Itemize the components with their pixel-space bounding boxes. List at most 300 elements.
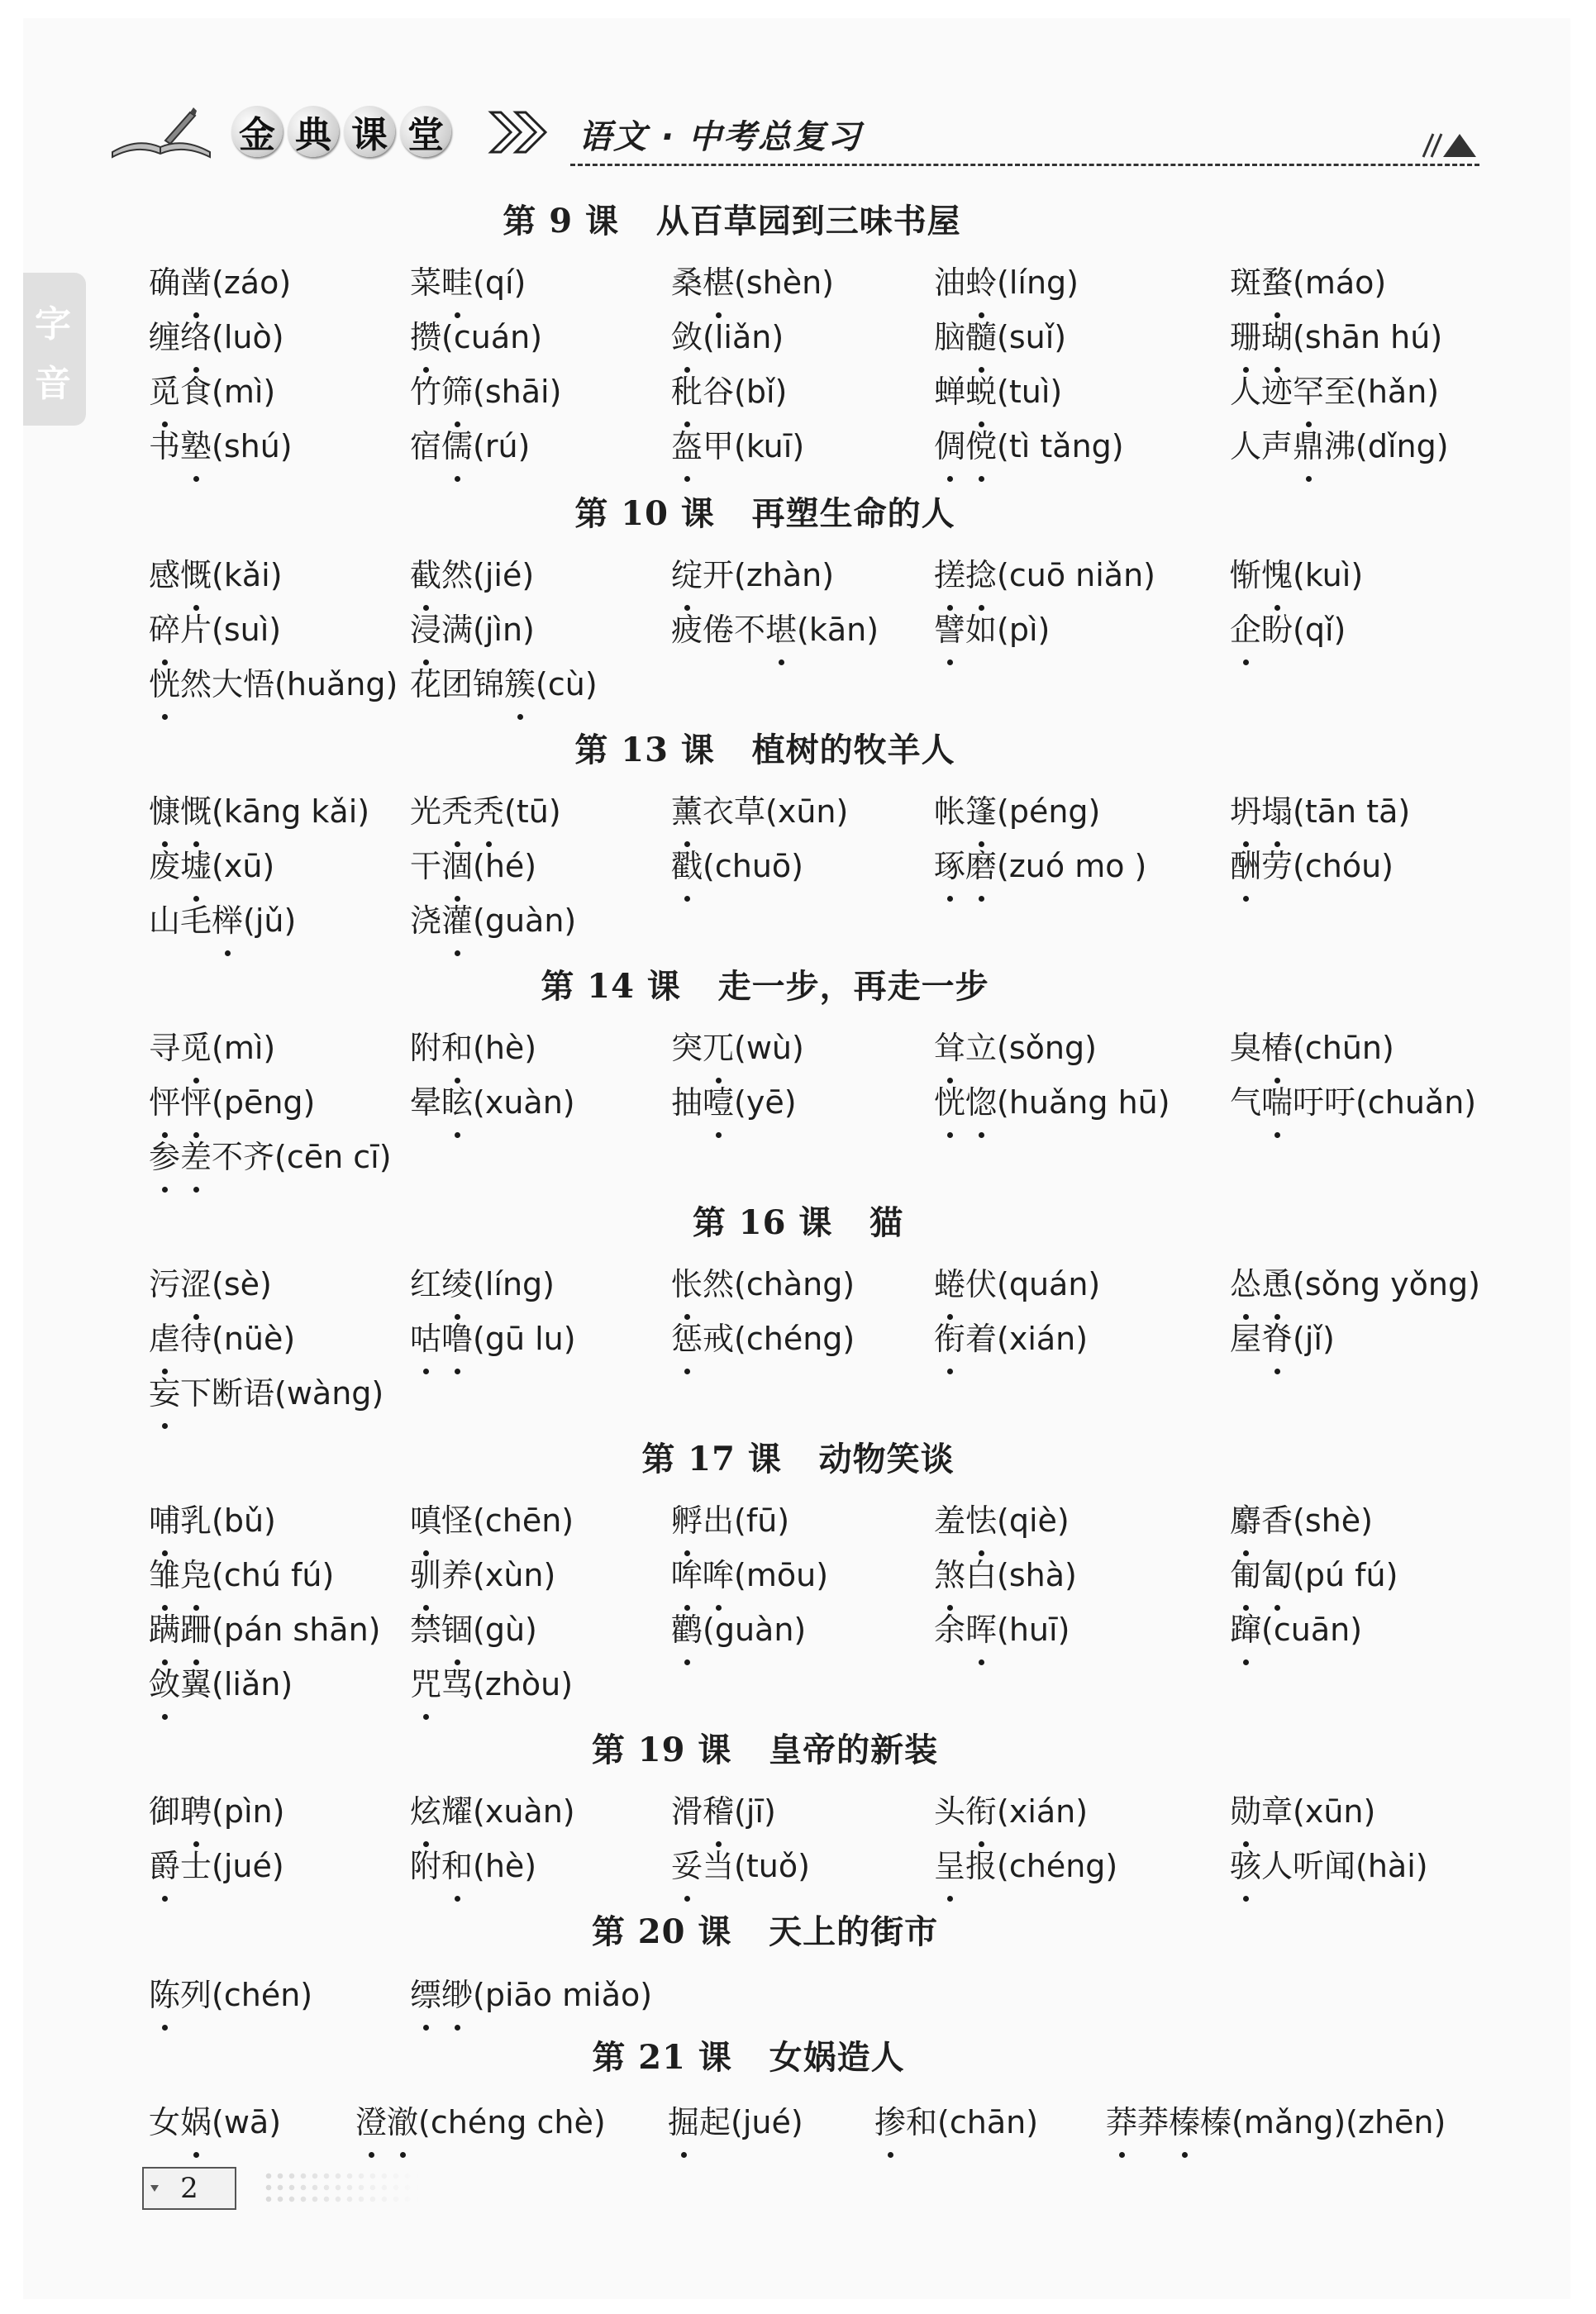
vocab-word: 嗔怪	[410, 1502, 474, 1539]
lesson-title	[0, 195, 1530, 242]
vocab-item	[671, 1314, 855, 1364]
vocab-item	[1230, 1314, 1335, 1364]
vocab-item	[410, 841, 536, 891]
brand-logo	[231, 106, 451, 157]
vocab-item	[1230, 1023, 1394, 1073]
vocab-row	[0, 896, 1596, 945]
vocab-row	[0, 258, 1596, 307]
vocab-word: 蹿	[1230, 1612, 1262, 1648]
vocab-pinyin: (shú)	[212, 428, 293, 464]
dot-pattern-decoration	[263, 2170, 420, 2207]
vocab-item	[410, 1970, 652, 2020]
vocab-pinyin: (gū lu)	[473, 1321, 576, 1357]
vocab-word: 蝉蜕	[934, 374, 998, 410]
vocab-word: 余晖	[934, 1612, 998, 1648]
vocab-pinyin: (tū)	[504, 793, 561, 830]
vocab-word: 羞怯	[934, 1502, 998, 1539]
vocab-word: 污涩	[149, 1266, 212, 1302]
vocab-item	[934, 312, 1066, 362]
lesson-number: 第 16 课	[692, 1203, 833, 1242]
vocab-pinyin: (wù)	[734, 1030, 804, 1066]
emphasis-dot	[193, 2152, 199, 2158]
lesson-number: 第 17 课	[641, 1440, 782, 1478]
emphasis-dot	[1243, 1896, 1249, 1902]
vocab-item	[410, 1605, 537, 1655]
vocab-pinyin: (kuì)	[1293, 557, 1364, 593]
vocab-pinyin: (jìn)	[473, 612, 535, 648]
vocab-word: 敛	[671, 319, 703, 355]
vocab-item	[149, 2097, 281, 2147]
vocab-item	[934, 421, 1124, 471]
brand-char: 课	[344, 106, 395, 157]
vocab-item	[934, 841, 1146, 891]
vocab-word: 譬如	[934, 612, 998, 648]
vocab-word: 缠络	[149, 319, 212, 355]
vocab-row	[0, 1259, 1596, 1309]
lesson-name: 从百草园到三味书屋	[655, 202, 961, 240]
vocab-item	[934, 1550, 1077, 1600]
vocab-word: 竹筛	[410, 374, 474, 410]
vocab-word: 桑椹	[671, 264, 735, 301]
vocab-item	[671, 605, 879, 655]
lesson-name: 皇帝的新装	[769, 1731, 939, 1769]
vocab-item	[874, 2097, 1038, 2147]
lesson-name: 猫	[869, 1204, 904, 1242]
vocab-pinyin: (qiè)	[997, 1502, 1070, 1539]
vocab-row	[0, 1550, 1596, 1600]
vocab-word: 蜷伏	[934, 1266, 998, 1302]
vocab-word: 抽噎	[671, 1084, 735, 1121]
vocab-word: 光秃秃	[410, 793, 505, 830]
vocab-pinyin: (jié)	[473, 557, 535, 593]
vocab-item	[410, 605, 535, 655]
vocab-item	[149, 1369, 384, 1418]
vocab-item	[1230, 258, 1386, 307]
vocab-word: 咒骂	[410, 1666, 474, 1702]
vocab-word: 觅食	[149, 374, 212, 410]
vocab-item	[149, 1259, 272, 1309]
lesson-title	[0, 488, 1563, 535]
vocab-pinyin: (shè)	[1293, 1502, 1373, 1539]
title-spacer	[619, 202, 656, 240]
vocab-pinyin: (bǐ)	[734, 374, 788, 410]
triangle-icon	[150, 2185, 159, 2192]
header-dashed-rule	[570, 164, 1479, 166]
vocab-item	[410, 1659, 573, 1709]
vocab-row	[0, 1841, 1596, 1891]
vocab-item	[1230, 841, 1394, 891]
lesson-name: 再塑生命的人	[751, 495, 955, 533]
vocab-item	[149, 258, 291, 307]
lesson-name: 天上的街市	[769, 1913, 939, 1951]
vocab-item	[149, 312, 284, 362]
vocab-word: 红绫	[410, 1266, 474, 1302]
vocab-pinyin: (huī)	[997, 1612, 1070, 1648]
vocab-word: 脑髓	[934, 319, 998, 355]
vocab-word: 坍塌	[1230, 793, 1293, 830]
vocab-item	[410, 1078, 575, 1127]
vocab-item	[149, 605, 281, 655]
vocab-item	[1230, 1259, 1480, 1309]
emphasis-dot	[684, 476, 690, 482]
vocab-pinyin: (shà)	[997, 1557, 1077, 1593]
vocab-pinyin: (qí)	[473, 264, 526, 301]
lesson-title	[0, 1433, 1596, 1480]
vocab-item	[410, 1259, 555, 1309]
emphasis-dot	[455, 2025, 460, 2031]
vocab-item	[149, 1605, 381, 1655]
vocab-word: 帐篷	[934, 793, 998, 830]
emphasis-dot	[947, 476, 953, 482]
emphasis-dot	[162, 2025, 168, 2031]
vocab-pinyin: (tuì)	[997, 374, 1063, 410]
vocab-pinyin: (xū)	[212, 848, 275, 884]
vocab-item	[410, 258, 526, 307]
page-header	[107, 98, 1479, 172]
vocab-item	[149, 1314, 295, 1364]
vocab-item	[149, 1787, 284, 1836]
vocab-pinyin: (kāng kǎi)	[212, 793, 370, 830]
vocab-pinyin: (piāo miǎo)	[473, 1977, 653, 2013]
title-spacer	[732, 2039, 769, 2077]
vocab-word: 掘起	[668, 2104, 731, 2140]
vocab-item	[671, 1259, 855, 1309]
vocab-item	[671, 1841, 810, 1891]
vocab-pinyin: (jué)	[731, 2104, 803, 2140]
vocab-word: 蹒跚	[149, 1612, 212, 1648]
vocab-pinyin: (cēn cī)	[274, 1139, 392, 1175]
emphasis-dot	[1306, 476, 1312, 482]
vocab-pinyin: (chàng)	[734, 1266, 855, 1302]
vocab-item	[410, 1787, 575, 1836]
emphasis-dot	[369, 2152, 374, 2158]
vocab-word: 宿儒	[410, 428, 474, 464]
vocab-pinyin: (mǎng)(zhēn)	[1232, 2104, 1446, 2140]
vocab-word: 匍匐	[1230, 1557, 1293, 1593]
vocab-word: 哺乳	[149, 1502, 212, 1539]
vocab-item	[934, 1078, 1170, 1127]
title-spacer	[715, 731, 752, 769]
vocab-item	[1230, 1496, 1373, 1545]
vocab-item	[934, 367, 1062, 417]
title-spacer	[681, 968, 718, 1006]
vocab-word: 敛翼	[149, 1666, 212, 1702]
vocab-pinyin: (hè)	[473, 1030, 537, 1066]
vocab-item	[149, 1970, 312, 2020]
vocab-pinyin: (jī)	[734, 1793, 776, 1830]
vocab-item	[1230, 1605, 1362, 1655]
vocab-item	[410, 367, 561, 417]
vocab-item	[671, 550, 834, 600]
vocab-row	[0, 367, 1596, 417]
vocab-word: 缥缈	[410, 1977, 474, 2013]
vocab-pinyin: (pēng)	[212, 1084, 316, 1121]
lesson-title	[0, 724, 1563, 771]
vocab-pinyin: (chéng chè)	[418, 2104, 606, 2140]
vocab-pinyin: (luò)	[212, 319, 284, 355]
emphasis-dot	[162, 1896, 168, 1902]
vocab-pinyin: (líng)	[473, 1266, 555, 1302]
vocab-row	[0, 659, 1596, 709]
vocab-item	[671, 258, 834, 307]
vocab-pinyin: (rú)	[473, 428, 531, 464]
title-spacer	[731, 1913, 769, 1951]
vocab-pinyin: (pán shān)	[212, 1612, 381, 1648]
vocab-pinyin: (hài)	[1355, 1848, 1428, 1884]
vocab-word: 爵士	[149, 1848, 212, 1884]
vocab-item	[410, 1550, 555, 1600]
lesson-name: 走一步，再走一步	[717, 968, 989, 1006]
vocab-word: 花团锦簇	[410, 666, 536, 702]
vocab-item	[149, 659, 398, 709]
vocab-item	[671, 1023, 804, 1073]
vocab-item	[1230, 1787, 1375, 1836]
vocab-word: 附和	[410, 1848, 474, 1884]
vocab-word: 斑蝥	[1230, 264, 1293, 301]
vocab-pinyin: (guàn)	[473, 902, 577, 939]
vocab-item	[934, 1841, 1117, 1891]
open-book-pencil-icon	[107, 104, 215, 162]
vocab-item	[149, 1132, 392, 1182]
vocab-item	[671, 312, 784, 362]
vocab-word: 妄下断语	[149, 1375, 275, 1412]
vocab-item	[934, 1314, 1088, 1364]
emphasis-dot	[225, 950, 231, 956]
vocab-item	[671, 787, 848, 836]
vocab-word: 疲倦不堪	[671, 612, 798, 648]
vocab-item	[934, 1496, 1070, 1545]
vocab-pinyin: (suì)	[212, 612, 282, 648]
vocab-word: 搓捻	[934, 557, 998, 593]
vocab-pinyin: (chēn)	[473, 1502, 574, 1539]
vocab-item	[1230, 1841, 1428, 1891]
vocab-word: 攒	[410, 319, 442, 355]
vocab-pinyin: (pì)	[997, 612, 1051, 648]
vocab-pinyin: (chéng)	[734, 1321, 855, 1357]
vocab-item	[668, 2097, 803, 2147]
lesson-number: 第 19 课	[591, 1731, 732, 1769]
vocab-word: 澄澈	[355, 2104, 419, 2140]
lesson-title	[0, 1724, 1563, 1771]
vocab-pinyin: (xūn)	[765, 793, 849, 830]
vocab-word: 油蛉	[934, 264, 998, 301]
title-spacer	[782, 1440, 819, 1478]
lesson-name: 动物笑谈	[818, 1440, 955, 1478]
vocab-pinyin: (chóu)	[1293, 848, 1394, 884]
vocab-pinyin: (hè)	[473, 1848, 537, 1884]
vocab-row	[0, 1078, 1596, 1127]
vocab-pinyin: (xūn)	[1293, 1793, 1376, 1830]
vocab-item	[410, 1496, 574, 1545]
lesson-name: 女娲造人	[769, 2039, 905, 2077]
vocab-pinyin: (fū)	[734, 1502, 790, 1539]
vocab-word: 女娲	[149, 2104, 212, 2140]
vocab-pinyin: (qǐ)	[1293, 612, 1346, 648]
vocab-word: 碎片	[149, 612, 212, 648]
vocab-pinyin: (huǎng hū)	[997, 1084, 1170, 1121]
vocab-item	[149, 841, 274, 891]
vocab-pinyin: (guàn)	[703, 1612, 807, 1648]
vocab-word: 突兀	[671, 1030, 735, 1066]
vocab-word: 滑稽	[671, 1793, 735, 1830]
vocab-word: 确凿	[149, 264, 212, 301]
lesson-title	[0, 960, 1563, 1007]
vocab-item	[1106, 2097, 1446, 2147]
vocab-row	[0, 605, 1596, 655]
vocab-word: 倜傥	[934, 428, 998, 464]
vocab-item	[934, 1787, 1088, 1836]
side-tab-char: 音	[35, 363, 71, 405]
vocab-word: 虐待	[149, 1321, 212, 1357]
vocab-word: 掺和	[874, 2104, 938, 2140]
vocab-item	[149, 367, 275, 417]
vocab-item	[410, 421, 530, 471]
vocab-pinyin: (hé)	[473, 848, 537, 884]
vocab-pinyin: (quán)	[997, 1266, 1101, 1302]
vocab-pinyin: (kuī)	[734, 428, 805, 464]
vocab-word: 寻觅	[149, 1030, 212, 1066]
subject-title: 语文 · 中考总复习	[579, 118, 863, 156]
vocab-word: 山毛榉	[149, 902, 244, 939]
vocab-word: 禁锢	[410, 1612, 474, 1648]
vocab-pinyin: (xuàn)	[473, 1793, 575, 1830]
vocab-pinyin: (mì)	[212, 1030, 276, 1066]
vocab-pinyin: (líng)	[997, 264, 1079, 301]
vocab-word: 废墟	[149, 848, 212, 884]
vocab-row	[0, 550, 1596, 600]
vocab-word: 怦怦	[149, 1084, 212, 1121]
vocab-word: 妥当	[671, 1848, 735, 1884]
brand-char: 堂	[400, 106, 451, 157]
vocab-row	[0, 1787, 1596, 1836]
vocab-word: 菜畦	[410, 264, 474, 301]
emphasis-dot	[681, 2152, 687, 2158]
lesson-number: 第 21 课	[592, 2038, 732, 2077]
vocab-pinyin: (chén)	[212, 1977, 313, 2013]
emphasis-dot	[162, 714, 168, 720]
vocab-pinyin: (kān)	[797, 612, 879, 648]
vocab-row	[0, 1132, 1596, 1182]
vocab-row	[0, 1970, 1596, 2020]
vocab-pinyin: (tuǒ)	[734, 1848, 810, 1884]
vocab-word: 参差不齐	[149, 1139, 275, 1175]
vocab-pinyin: (tì tǎng)	[997, 428, 1124, 464]
vocab-row	[0, 1496, 1596, 1545]
vocab-item	[671, 1496, 789, 1545]
vocab-pinyin: (péng)	[997, 793, 1101, 830]
vocab-pinyin: (yē)	[734, 1084, 797, 1121]
title-spacer	[832, 1204, 869, 1242]
vocab-row	[0, 841, 1596, 891]
emphasis-dot	[193, 1187, 199, 1193]
vocab-word: 驯养	[410, 1557, 474, 1593]
vocab-pinyin: (huǎng)	[274, 666, 398, 702]
emphasis-dot	[888, 2152, 893, 2158]
brand-char: 金	[231, 106, 283, 157]
vocab-word: 孵出	[671, 1502, 735, 1539]
emphasis-dot	[517, 714, 523, 720]
vocab-item	[410, 550, 534, 600]
vocab-item	[671, 1078, 797, 1127]
vocab-pinyin: (xián)	[997, 1793, 1089, 1830]
vocab-item	[671, 1787, 776, 1836]
vocab-word: 附和	[410, 1030, 474, 1066]
vocab-word: 炫耀	[410, 1793, 474, 1830]
vocab-item	[149, 421, 293, 471]
vocab-word: 惩戒	[671, 1321, 735, 1357]
vocab-row	[0, 787, 1596, 836]
vocab-pinyin: (nüè)	[212, 1321, 296, 1357]
emphasis-dot	[162, 1187, 168, 1193]
lesson-number: 第 14 课	[541, 967, 681, 1006]
vocab-pinyin: (tān tā)	[1293, 793, 1411, 830]
vocab-word: 薰衣草	[671, 793, 766, 830]
vocab-pinyin: (chuō)	[703, 848, 803, 884]
vocab-item	[410, 1023, 536, 1073]
lesson-title	[0, 2031, 1546, 2078]
vocab-item	[1230, 421, 1449, 471]
vocab-pinyin: (chūn)	[1293, 1030, 1394, 1066]
vocab-row	[0, 1659, 1596, 1709]
emphasis-dot	[455, 950, 460, 956]
vocab-pinyin: (shèn)	[734, 264, 835, 301]
vocab-item	[410, 659, 598, 709]
vocab-pinyin: (pìn)	[212, 1793, 285, 1830]
vocab-item	[149, 1659, 293, 1709]
page-number-box	[142, 2167, 236, 2210]
vocab-word: 企盼	[1230, 612, 1293, 648]
vocab-pinyin: (sǒng yǒng)	[1293, 1266, 1480, 1302]
vocab-word: 气喘吁吁	[1230, 1084, 1356, 1121]
vocab-word: 浸满	[410, 612, 474, 648]
vocab-word: 雏凫	[149, 1557, 212, 1593]
vocab-pinyin: (wā)	[212, 2104, 282, 2140]
vocab-word: 呈报	[934, 1848, 998, 1884]
vocab-item	[149, 1023, 275, 1073]
vocab-word: 御聘	[149, 1793, 212, 1830]
vocab-item	[934, 787, 1100, 836]
lesson-title	[0, 1906, 1563, 1953]
vocab-word: 鹳	[671, 1612, 703, 1648]
vocab-item	[671, 1605, 806, 1655]
vocab-item	[934, 1605, 1070, 1655]
vocab-item	[410, 312, 542, 362]
vocab-row	[0, 421, 1596, 471]
vocab-word: 戳	[671, 848, 703, 884]
vocab-row	[0, 1369, 1596, 1418]
vocab-pinyin: (xuàn)	[473, 1084, 575, 1121]
emphasis-dot	[193, 476, 199, 482]
lesson-number: 第 10 课	[574, 494, 715, 533]
vocab-pinyin: (mì)	[212, 374, 276, 410]
vocab-pinyin: (kǎi)	[212, 557, 283, 593]
corner-mark-icon	[1422, 131, 1479, 159]
vocab-item	[934, 258, 1079, 307]
vocab-pinyin: (liǎn)	[212, 1666, 293, 1702]
vocab-pinyin: (xùn)	[473, 1557, 556, 1593]
vocab-pinyin: (suǐ)	[997, 319, 1067, 355]
vocab-pinyin: (cuō niǎn)	[997, 557, 1155, 593]
vocab-word: 恍然大悟	[149, 666, 275, 702]
vocab-item	[355, 2097, 606, 2147]
emphasis-dot	[423, 2025, 429, 2031]
vocab-word: 绽开	[671, 557, 735, 593]
vocab-word: 陈列	[149, 1977, 212, 2013]
vocab-pinyin: (jǐ)	[1293, 1321, 1335, 1357]
vocab-item	[149, 1078, 315, 1127]
vocab-pinyin: (chuǎn)	[1355, 1084, 1477, 1121]
vocab-item	[1230, 367, 1439, 417]
